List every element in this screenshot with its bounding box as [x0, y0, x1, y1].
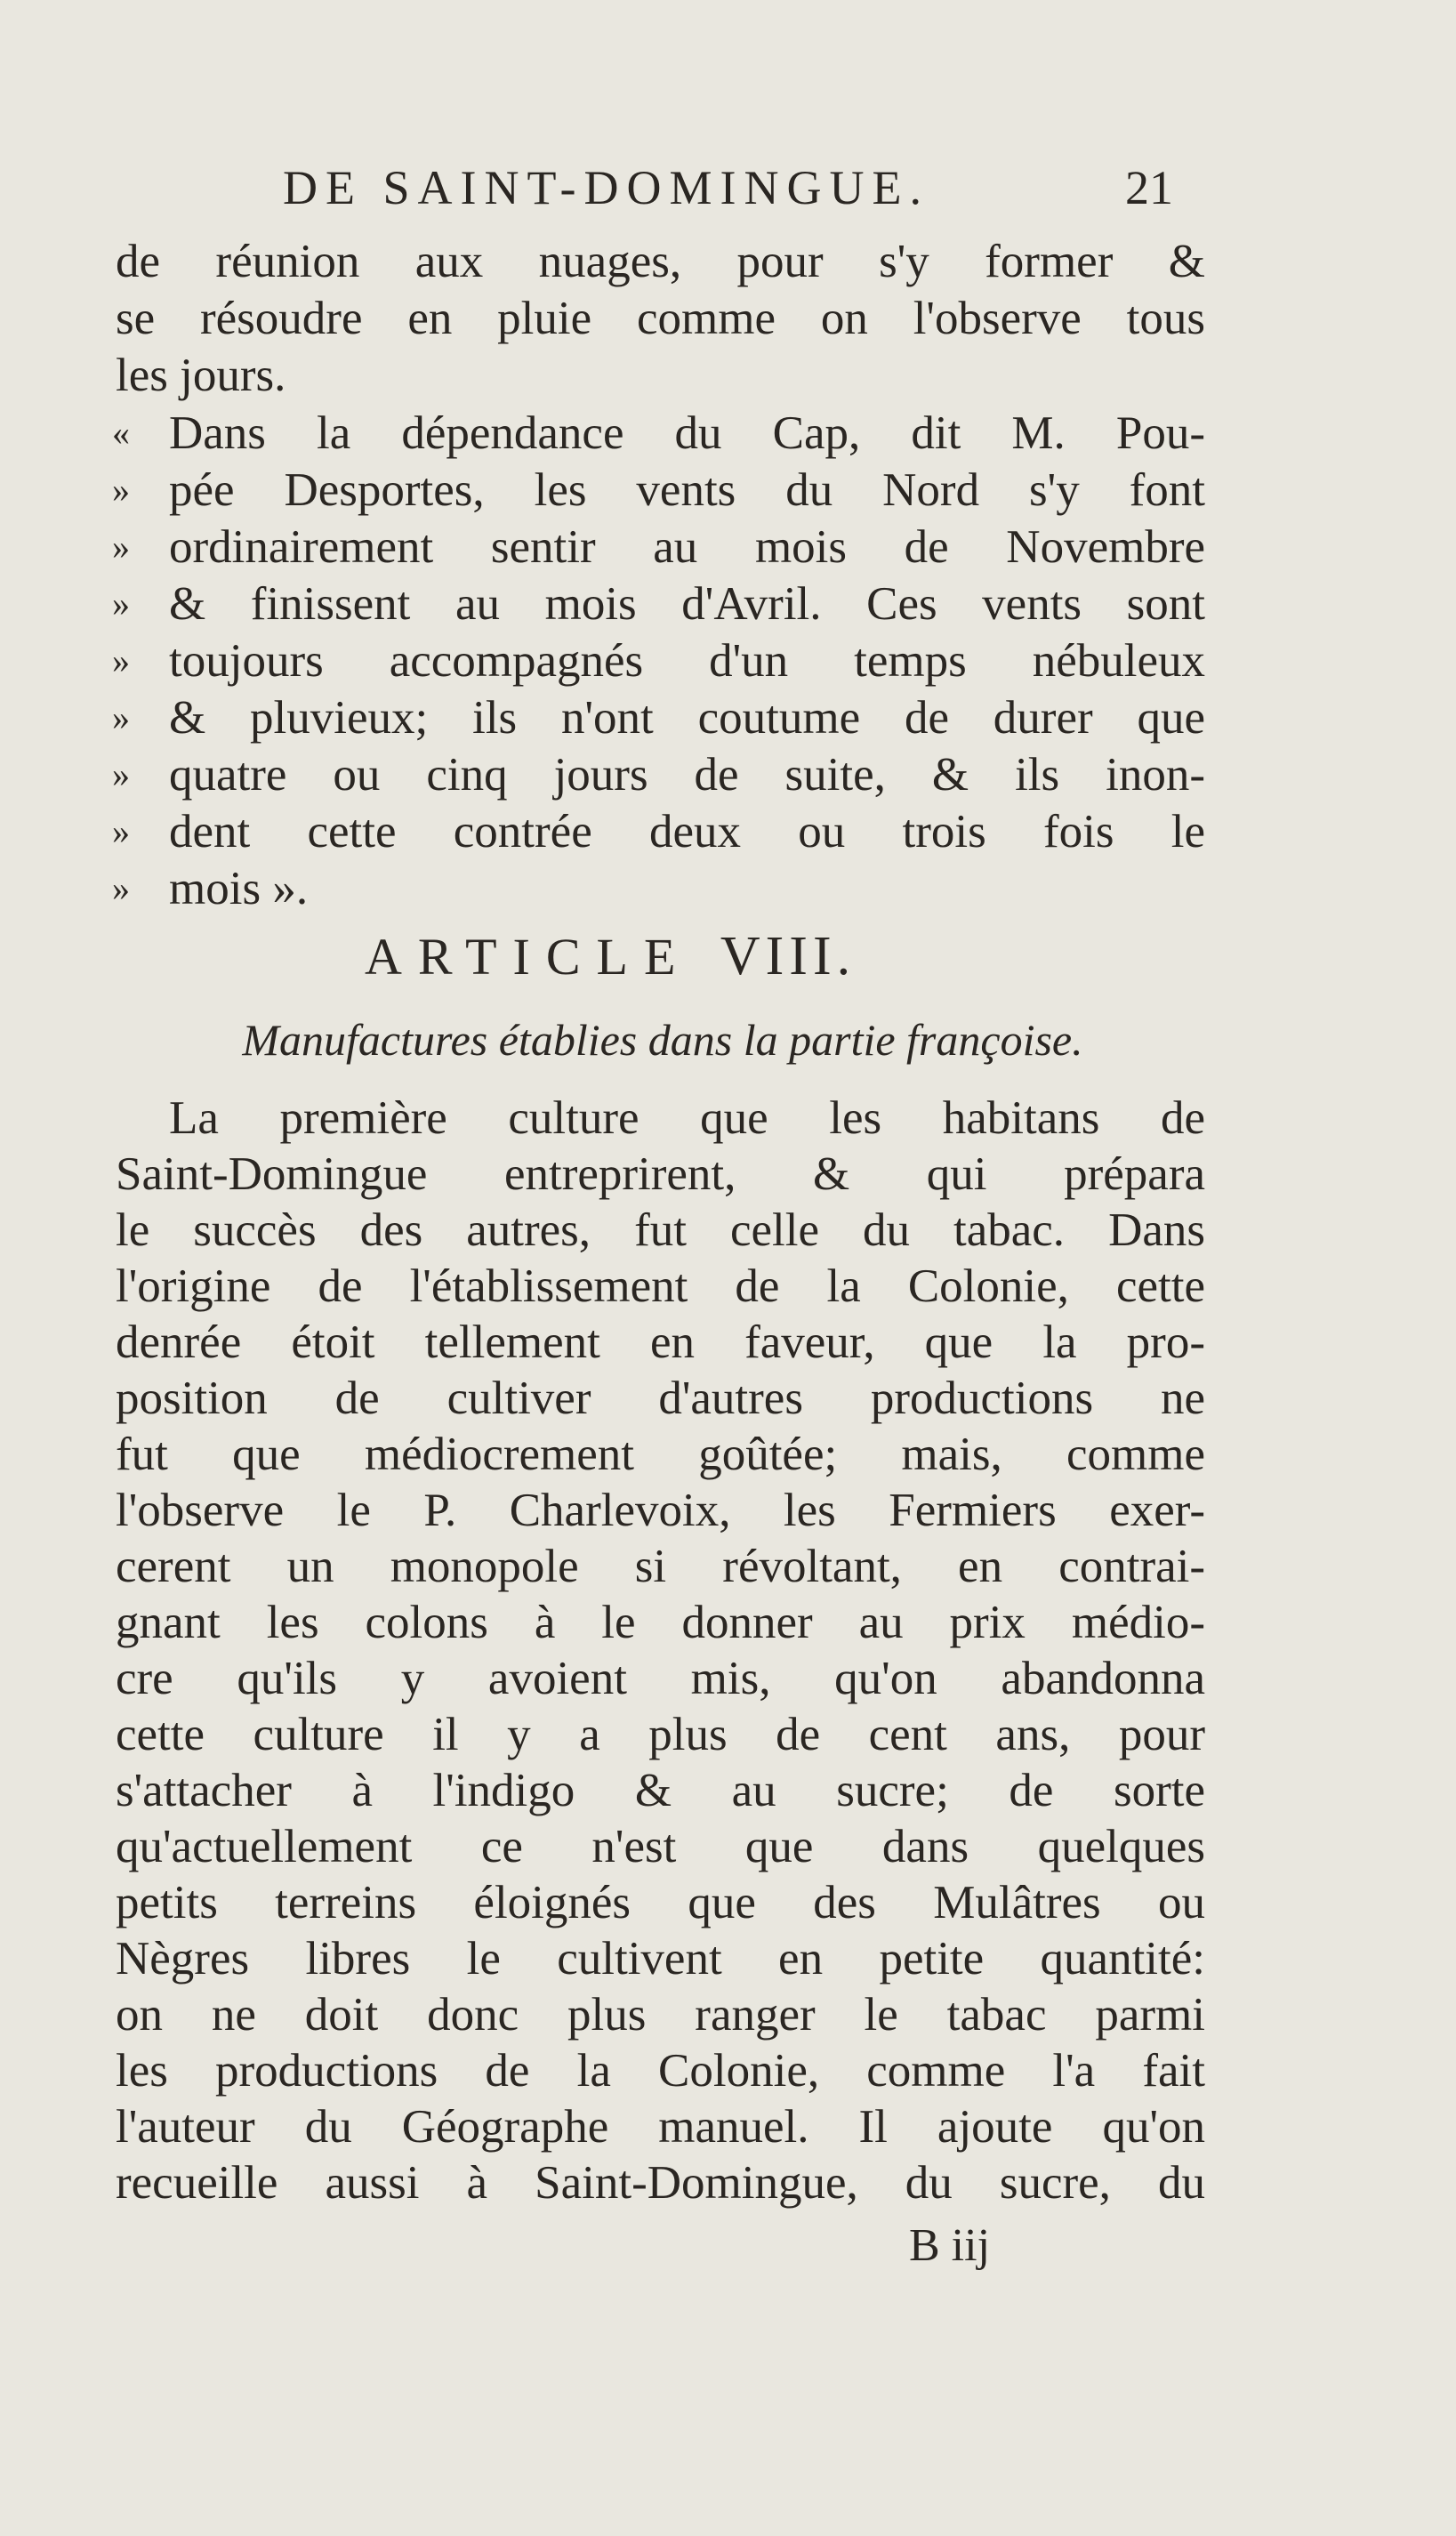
text-line: les jours. — [116, 350, 286, 401]
text-line: s'attacher à l'indigo & au sucre; de sorte — [116, 1765, 1205, 1816]
text-line: Saint-Domingue entreprirent, & qui prépara — [116, 1148, 1205, 1200]
text-line: cette culture il y a plus de cent ans, pour — [116, 1709, 1205, 1760]
quote-mark: » — [112, 640, 130, 680]
text-line: fut que médiocrement goûtée; mais, comme — [116, 1429, 1205, 1480]
text-line: l'observe le P. Charlevoix, les Fermiers exer- — [116, 1485, 1205, 1536]
quote-mark: » — [112, 754, 130, 794]
quote-line: Dans la dépendance du Cap, dit M. Pou- — [169, 407, 1205, 459]
text-line: se résoudre en pluie comme on l'observe tous — [116, 293, 1205, 344]
quote-mark: » — [112, 527, 130, 567]
article-number: VIII. — [720, 926, 857, 986]
quote-line: & pluvieux; ils n'ont coutume de durer que — [169, 692, 1205, 744]
text-line: l'auteur du Géographe manuel. Il ajoute qu'on — [116, 2101, 1205, 2153]
signature-mark: B iij — [909, 2220, 991, 2271]
quote-line: mois ». — [169, 863, 309, 914]
text-line: La première culture que les habitans de — [169, 1092, 1205, 1144]
quote-line: quatre ou cinq jours de suite, & ils inon- — [169, 749, 1205, 801]
quote-line: dent cette contrée deux ou trois fois le — [169, 806, 1205, 857]
quote-mark: « — [112, 413, 130, 453]
quote-line: pée Desportes, les vents du Nord s'y font — [169, 464, 1205, 516]
quote-mark: » — [112, 811, 130, 851]
article-heading — [365, 925, 856, 988]
quote-line: ordinairement sentir au mois de Novembre — [169, 521, 1205, 573]
text-line: petits terreins éloignés que des Mulâtres ou — [116, 1877, 1205, 1928]
text-line: cerent un monopole si révoltant, en contrai- — [116, 1541, 1205, 1592]
text-line: position de cultiver d'autres productions ne — [116, 1373, 1205, 1424]
page-number: 21 — [1125, 161, 1173, 214]
quote-mark: » — [112, 697, 130, 737]
quote-line: toujours accompagnés d'un temps nébuleux — [169, 635, 1205, 687]
text-line: denrée étoit tellement en faveur, que la pro- — [116, 1316, 1205, 1368]
quote-mark: » — [112, 470, 130, 510]
article-subtitle: Manufactures établies dans la partie françoise. — [242, 1015, 1083, 1065]
text-line: les productions de la Colonie, comme l'a fait — [116, 2045, 1205, 2097]
text-line: on ne doit donc plus ranger le tabac parmi — [116, 1989, 1205, 2041]
text-line: de réunion aux nuages, pour s'y former & — [116, 236, 1205, 287]
running-title: DE SAINT-DOMINGUE. — [283, 161, 929, 214]
text-line: qu'actuellement ce n'est que dans quelques — [116, 1821, 1205, 1872]
quote-mark: » — [112, 868, 130, 908]
quote-mark: » — [112, 584, 130, 624]
text-line: gnant les colons à le donner au prix médio- — [116, 1597, 1205, 1648]
article-word: ARTICLE — [365, 928, 692, 986]
text-line: l'origine de l'établissement de la Colonie, cette — [116, 1260, 1205, 1312]
text-line: le succès des autres, fut celle du tabac. Dans — [116, 1204, 1205, 1256]
quote-line: & finissent au mois d'Avril. Ces vents sont — [169, 578, 1205, 630]
page-header — [0, 160, 1456, 222]
text-line: cre qu'ils y avoient mis, qu'on abandonna — [116, 1653, 1205, 1704]
text-line: Nègres libres le cultivent en petite quantité: — [116, 1933, 1205, 1985]
text-line: recueille aussi à Saint-Domingue, du sucre, du — [116, 2157, 1205, 2209]
